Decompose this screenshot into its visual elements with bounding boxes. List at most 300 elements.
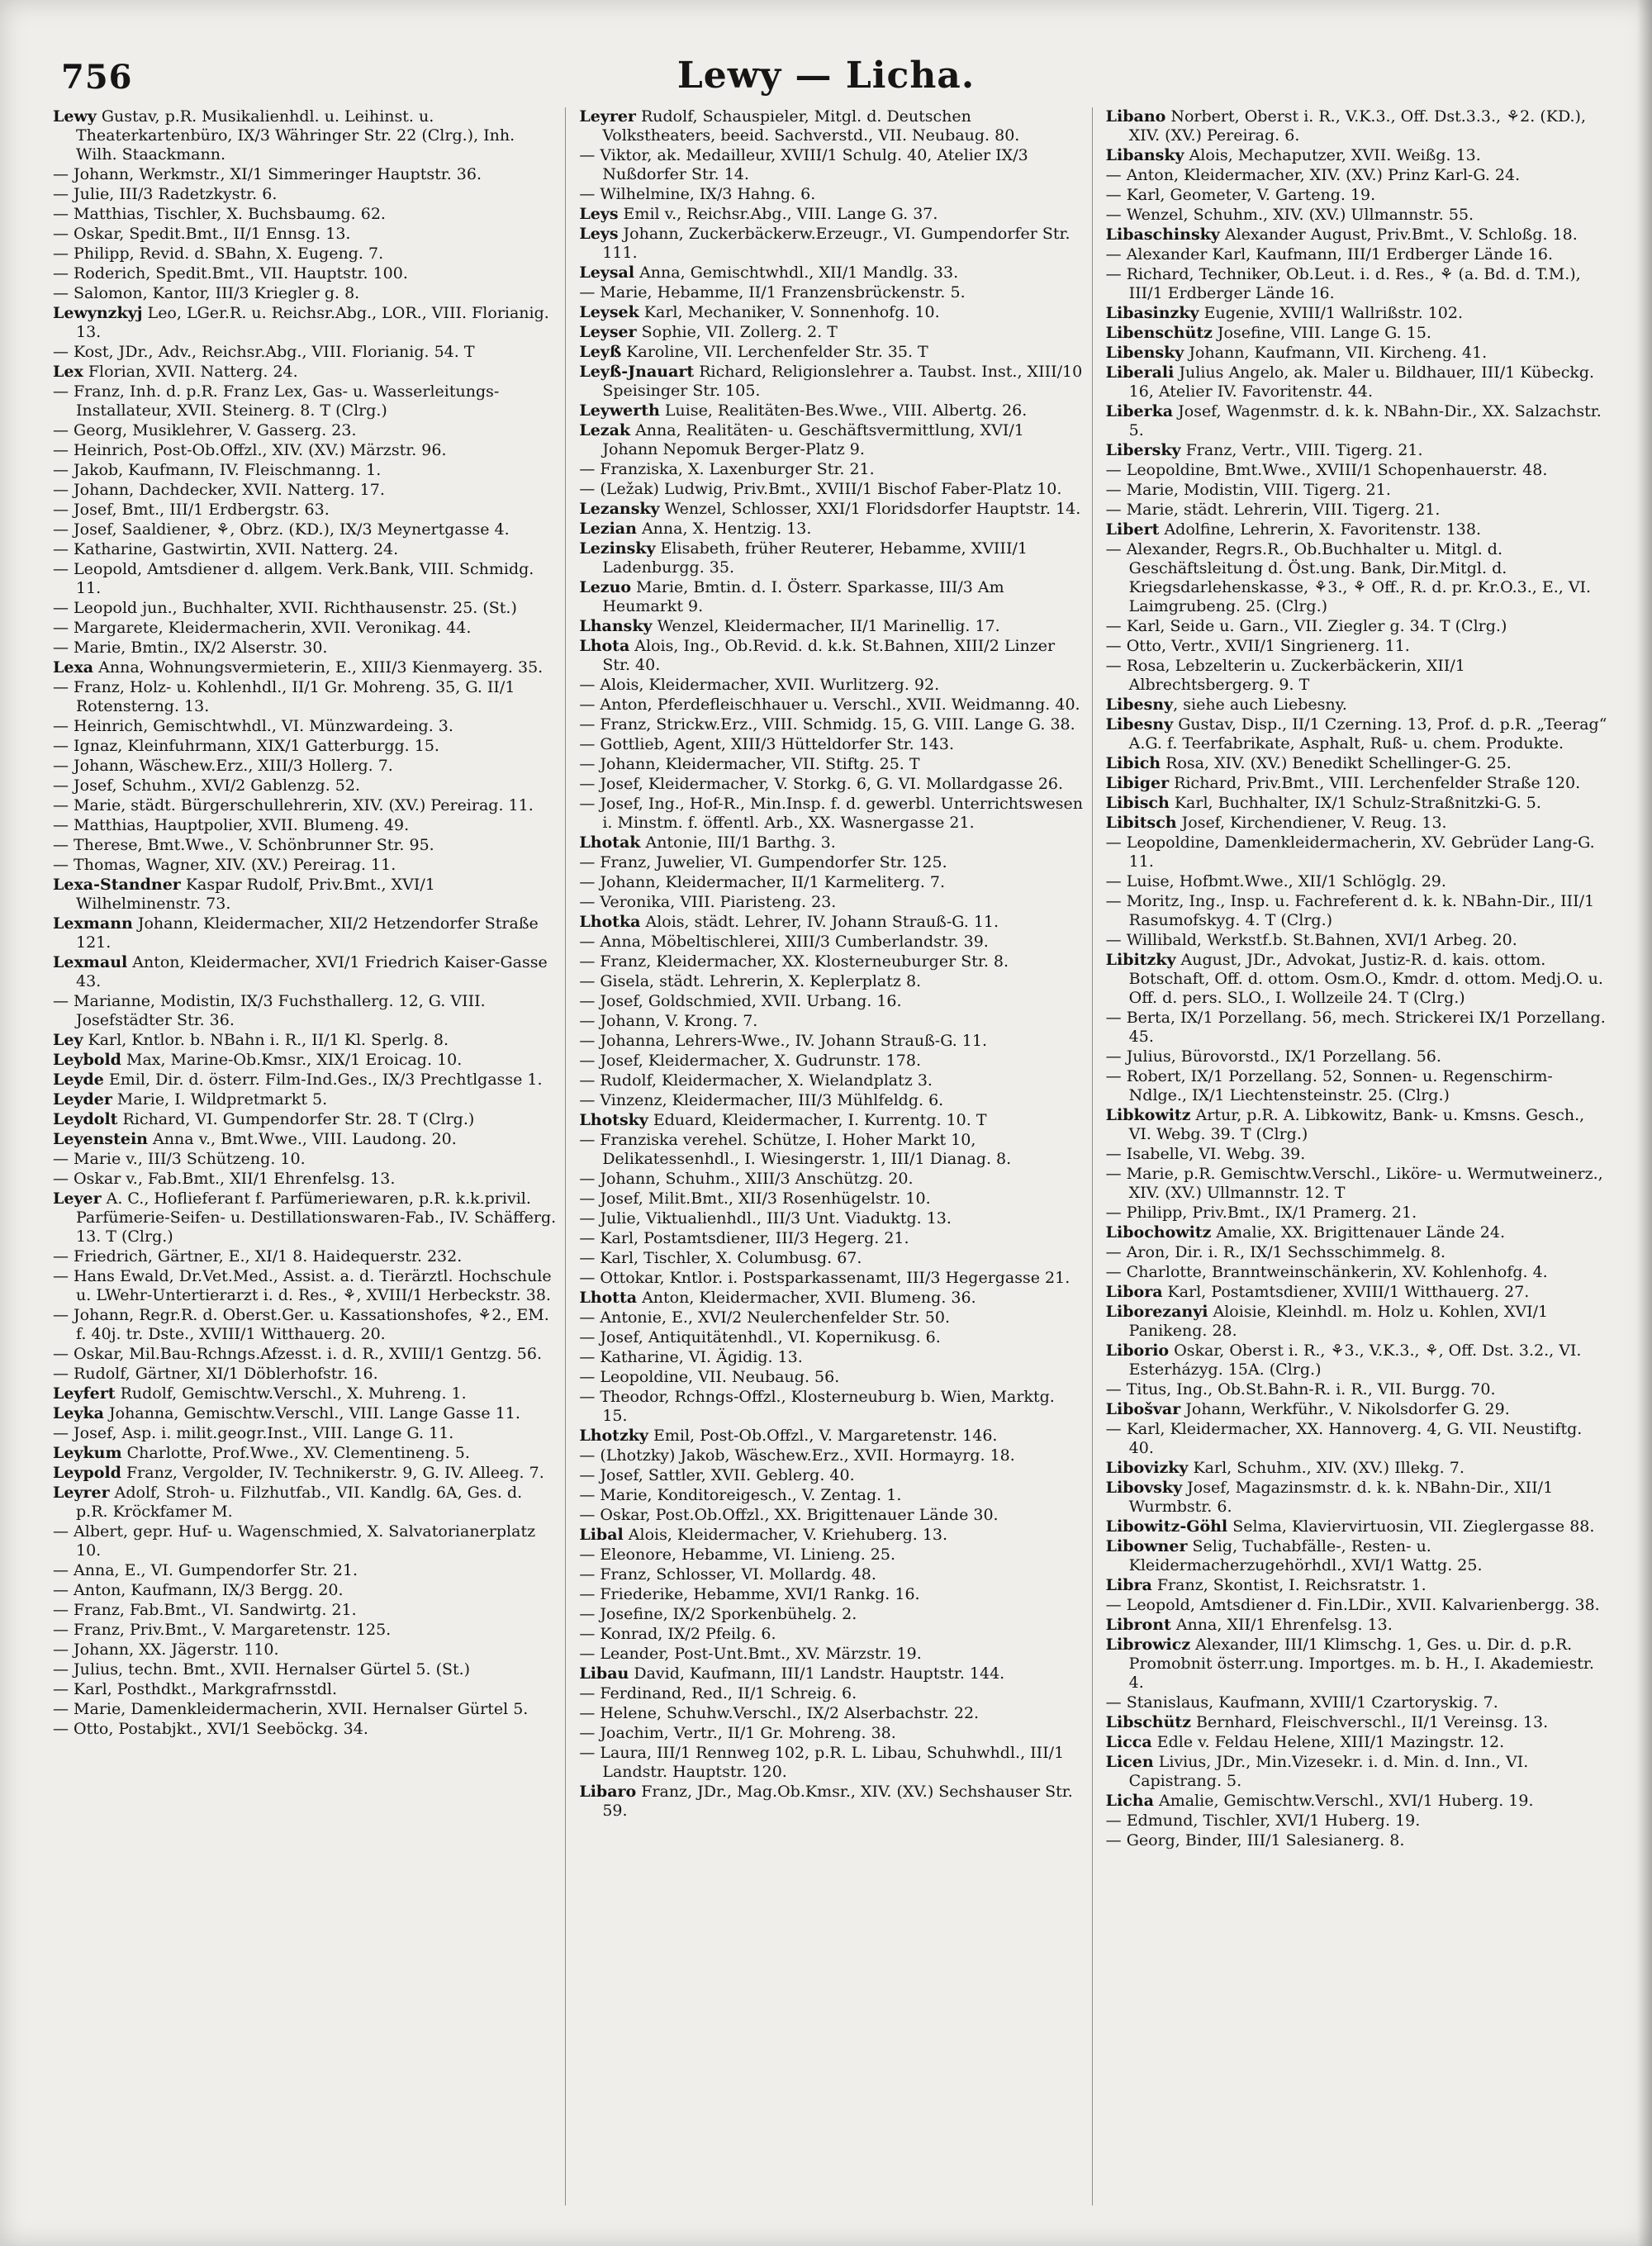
directory-entry xyxy=(579,893,1083,912)
entry-details: Kaspar Rudolf, Priv.Bmt., XVI/1 Wilhelminenstr. 73. xyxy=(76,876,435,913)
directory-entry xyxy=(1106,344,1611,363)
entry-details: Anna v., Bmt.Wwe., VIII. Laudong. 20. xyxy=(147,1130,457,1148)
directory-entry xyxy=(1106,1263,1611,1282)
entry-details: Alois, städt. Lehrer, IV. Johann Strauß-G. 11. xyxy=(640,913,999,931)
directory-entry xyxy=(53,796,557,815)
entry-details: — Josef, Bmt., III/1 Erdbergstr. 63. xyxy=(53,501,330,519)
directory-entry xyxy=(53,737,557,756)
entry-details: — Robert, IX/1 Porzellang. 52, Sonnen- u. Regenschirm-Ndlge., IX/1 Liechtensteinstr. 25. (Clrg.) xyxy=(1105,1067,1553,1104)
directory-entry xyxy=(1106,1009,1611,1047)
entry-details: Josef, Wagenmstr. d. k. k. NBahn-Dir., XX. Salzachstr. 5. xyxy=(1128,402,1602,439)
directory-column-1 xyxy=(50,107,566,2206)
entry-surname: Libra xyxy=(1105,1576,1152,1594)
directory-entry xyxy=(1106,402,1611,440)
entry-surname: Licca xyxy=(1105,1733,1152,1751)
entry-details: — Jakob, Kaufmann, IV. Fleischmanng. 1. xyxy=(53,461,382,479)
page-number: 756 xyxy=(61,58,133,97)
entry-details: Aloisie, Kleinhdl. m. Holz u. Kohlen, XVI/1 Panikeng. 28. xyxy=(1128,1303,1549,1340)
directory-entry xyxy=(53,1247,557,1266)
entry-details: — Heinrich, Post-Ob.Offzl., XIV. (XV.) Märzstr. 96. xyxy=(53,441,447,459)
directory-column-2 xyxy=(576,107,1092,2206)
directory-entry xyxy=(579,873,1083,892)
entry-details: — Salomon, Kantor, III/3 Kriegler g. 8. xyxy=(53,284,360,302)
entry-surname: Libovsky xyxy=(1105,1479,1183,1497)
entry-surname: Leypold xyxy=(53,1464,121,1482)
directory-entry xyxy=(579,853,1083,872)
entry-details: — Marie, städt. Bürgerschullehrerin, XIV. (XV.) Pereirag. 11. xyxy=(53,796,534,814)
entry-details: Emil v., Reichsr.Abg., VIII. Lange G. 37. xyxy=(618,205,938,223)
directory-entry xyxy=(53,599,557,618)
entry-details: — Marie, p.R. Gemischtw.Verschl., Liköre- u. Wermutweinerz., XIV. (XV.) Ullmannstr. 12. T xyxy=(1105,1165,1603,1202)
entry-surname: Liborio xyxy=(1105,1341,1170,1360)
directory-entry xyxy=(53,1110,557,1129)
entry-details: — Theodor, Rchngs-Offzl., Klosterneuburg b. Wien, Marktg. 15. xyxy=(579,1388,1055,1425)
entry-details: — Georg, Musiklehrer, V. Gasserg. 23. xyxy=(53,421,357,439)
directory-entry xyxy=(1106,754,1611,773)
entry-surname: Lhotak xyxy=(579,833,641,852)
entry-details: Karl, Kntlor. b. NBahn i. R., II/1 Kl. Sperlg. 8. xyxy=(83,1031,449,1049)
entry-details: — Kost, JDr., Adv., Reichsr.Abg., VIII. Florianig. 54. T xyxy=(53,343,475,361)
directory-entry xyxy=(579,107,1083,145)
entry-details: Johann, Kaufmann, VII. Kircheng. 41. xyxy=(1184,344,1488,362)
directory-entry xyxy=(579,1269,1083,1288)
entry-details: Johann, Werkführ., V. Nikolsdorfer G. 29. xyxy=(1180,1400,1510,1418)
entry-details: — Marie, Modistin, VIII. Tigerg. 21. xyxy=(1105,481,1391,499)
directory-entry xyxy=(53,481,557,500)
directory-entry xyxy=(53,1071,557,1090)
entry-details: Max, Marine-Ob.Kmsr., XIX/1 Eroicag. 10. xyxy=(121,1051,463,1069)
entry-details: Rudolf, Schauspieler, Mitgl. d. Deutschen Volkstheaters, beeid. Sachverstd., VII. Neubaug. 80. xyxy=(602,107,1020,145)
entry-details: Edle v. Feldau Helene, XIII/1 Mazingstr. 12. xyxy=(1151,1733,1505,1751)
entry-details: — Johann, Dachdecker, XVII. Natterg. 17. xyxy=(53,481,385,499)
entry-details: Emil, Post-Ob.Offzl., V. Margaretenstr. 146. xyxy=(648,1427,998,1445)
entry-details: Anton, Kleidermacher, XVI/1 Friedrich Kaiser-Gasse 43. xyxy=(76,953,548,990)
entry-details: — Anna, E., VI. Gumpendorfer Str. 21. xyxy=(53,1561,358,1579)
entry-details: — Charlotte, Branntweinschänkerin, XV. Kohlenhofg. 4. xyxy=(1105,1263,1548,1281)
entry-surname: Lhotta xyxy=(579,1289,638,1307)
directory-entry xyxy=(53,876,557,914)
entry-details: — Wilhelmine, IX/3 Hahng. 6. xyxy=(579,185,816,203)
entry-surname: Leys xyxy=(579,205,619,223)
entry-details: — Oskar, Spedit.Bmt., II/1 Ennsg. 13. xyxy=(53,225,351,243)
directory-entry xyxy=(53,1522,557,1560)
entry-surname: Libensky xyxy=(1105,344,1184,362)
entry-details: Selig, Tuchabfälle-, Resten- u. Kleidermacherzugehörhdl., XVI/1 Wattg. 25. xyxy=(1128,1537,1483,1574)
entry-surname: Leyka xyxy=(53,1404,104,1422)
directory-entry xyxy=(1106,1792,1611,1811)
directory-entry xyxy=(1106,540,1611,616)
entry-details: — Johann, Werkmstr., XI/1 Simmeringer Hauptstr. 36. xyxy=(53,165,482,183)
directory-entry xyxy=(1106,146,1611,165)
entry-details: — Johann, Regr.R. d. Oberst.Ger. u. Kassationshofes, ⚘2., EM. f. 40j. tr. Dste., XVIII/1 Witthauerg. 20. xyxy=(53,1306,549,1343)
entry-details: Florian, XVII. Natterg. 24. xyxy=(83,363,298,381)
entry-details: Selma, Klaviervirtuosin, VII. Zieglergasse 88. xyxy=(1227,1517,1595,1536)
directory-entry xyxy=(53,1189,557,1246)
directory-entry xyxy=(53,639,557,658)
entry-details: Rosa, XIV. (XV.) Benedikt Schellinger-G. 25. xyxy=(1161,754,1512,772)
directory-entry xyxy=(1106,1047,1611,1066)
directory-columns xyxy=(50,107,1619,2206)
entry-surname: Lhotzky xyxy=(579,1427,648,1445)
directory-entry xyxy=(53,1680,557,1699)
directory-entry xyxy=(53,856,557,875)
entry-details: — Roderich, Spedit.Bmt., VII. Hauptstr. 100. xyxy=(53,264,408,283)
entry-surname: Libano xyxy=(1105,107,1166,126)
entry-details: — Philipp, Priv.Bmt., IX/1 Pramerg. 21. xyxy=(1105,1204,1417,1222)
directory-entry xyxy=(579,1565,1083,1584)
entry-details: Antonie, III/1 Barthg. 3. xyxy=(640,833,836,852)
directory-entry xyxy=(579,303,1083,322)
directory-entry xyxy=(53,1384,557,1403)
entry-details: — Ottokar, Kntlor. i. Postsparkassenamt, III/3 Hegergasse 21. xyxy=(579,1269,1070,1287)
directory-entry xyxy=(1106,107,1611,145)
entry-surname: Lexa-Standner xyxy=(53,876,181,894)
directory-entry xyxy=(1106,1812,1611,1831)
directory-entry xyxy=(53,1601,557,1620)
entry-details: Johanna, Gemischtw.Verschl., VIII. Lange Gasse 11. xyxy=(103,1404,520,1422)
entry-details: — Marie v., III/3 Schützeng. 10. xyxy=(53,1150,306,1168)
directory-entry xyxy=(1106,892,1611,930)
directory-entry xyxy=(1106,1693,1611,1712)
entry-surname: Libal xyxy=(579,1526,624,1544)
entry-details: — Antonie, E., XVI/2 Neulerchenfelder Str. 50. xyxy=(579,1308,950,1327)
entry-surname: Libochowitz xyxy=(1105,1223,1212,1242)
entry-details: — Helene, Schuhw.Verschl., IX/2 Alserbachstr. 22. xyxy=(579,1704,980,1722)
entry-details: A. C., Hoflieferant f. Parfümeriewaren, p.R. k.k.privil. Parfümerie-Seifen- u. Destillationswaren-Fab., IV. Schäfferg. 13. T (Clrg.) xyxy=(76,1189,557,1246)
directory-entry xyxy=(53,1130,557,1149)
directory-entry xyxy=(579,1585,1083,1604)
entry-details: — (Ležak) Ludwig, Priv.Bmt., XVIII/1 Bischof Faber-Platz 10. xyxy=(579,480,1062,498)
entry-details: — Rosa, Lebzelterin u. Zuckerbäckerin, XII/1 Albrechtsbergerg. 9. T xyxy=(1105,657,1465,694)
entry-details: Alexander, III/1 Klimschg. 1, Ges. u. Dir. d. p.R. Promobnit österr.ung. Importges. m. b. H., I. Akademiestr. 4. xyxy=(1128,1636,1594,1692)
entry-surname: Leydolt xyxy=(53,1110,118,1128)
directory-entry xyxy=(579,539,1083,577)
directory-entry xyxy=(579,972,1083,991)
entry-details: — Karl, Postamtsdiener, III/3 Hegerg. 21. xyxy=(579,1229,909,1247)
directory-entry xyxy=(1106,245,1611,264)
directory-entry xyxy=(1106,617,1611,636)
entry-details: Eugenie, XVIII/1 Wallrißstr. 102. xyxy=(1199,304,1464,322)
entry-details: Josef, Magazinsmstr. d. k. k. NBahn-Dir., XII/1 Wurmbstr. 6. xyxy=(1128,1479,1554,1516)
directory-entry xyxy=(53,225,557,244)
entry-details: — Thomas, Wagner, XIV. (XV.) Pereirag. 11. xyxy=(53,856,396,874)
directory-entry xyxy=(1106,1341,1611,1379)
directory-entry xyxy=(579,696,1083,715)
entry-surname: Lezian xyxy=(579,520,637,538)
entry-details: Josefine, VIII. Lange G. 15. xyxy=(1212,324,1431,342)
entry-details: — Josef, Antiquitätenhdl., VI. Kopernikusg. 6. xyxy=(579,1328,941,1346)
entry-details: Bernhard, Fleischverschl., II/1 Vereinsg. 13. xyxy=(1190,1713,1549,1731)
directory-entry xyxy=(1106,186,1611,205)
entry-details: — Edmund, Tischler, XVI/1 Huberg. 19. xyxy=(1105,1812,1421,1830)
entry-details: Rudolf, Gemischtw.Verschl., X. Muhreng. 1. xyxy=(115,1384,467,1403)
directory-entry xyxy=(1106,324,1611,343)
entry-details: — Franz, Fab.Bmt., VI. Sandwirtg. 21. xyxy=(53,1601,357,1619)
directory-entry xyxy=(579,1486,1083,1505)
directory-entry xyxy=(53,992,557,1030)
directory-entry xyxy=(53,836,557,855)
directory-entry xyxy=(579,795,1083,833)
entry-details: — Oskar, Post.Ob.Offzl., XX. Brigittenauer Lände 30. xyxy=(579,1506,999,1524)
directory-entry xyxy=(579,1052,1083,1071)
directory-entry xyxy=(1106,1400,1611,1419)
directory-entry xyxy=(1106,1106,1611,1144)
entry-details: — Berta, IX/1 Porzellang. 56, mech. Strickerei IX/1 Porzellang. 45. xyxy=(1105,1009,1606,1046)
entry-details: — Ignaz, Kleinfuhrmann, XIX/1 Gatterburgg. 15. xyxy=(53,737,439,755)
entry-details: Franz, Vergolder, IV. Technikerstr. 9, G. IV. Alleeg. 7. xyxy=(121,1464,544,1482)
entry-details: — Hans Ewald, Dr.Vet.Med., Assist. a. d. Tierärztl. Hochschule u. LWehr-Untertierarzt i. d. Res., ⚘, XVIII/1 Herbeckstr. 38. xyxy=(53,1267,552,1304)
entry-details: — Eleonore, Hebamme, VI. Linieng. 25. xyxy=(579,1546,895,1564)
entry-surname: Leywerth xyxy=(579,401,660,420)
directory-entry xyxy=(1106,814,1611,833)
entry-details: Sophie, VII. Zollerg. 2. T xyxy=(636,323,838,341)
directory-entry xyxy=(579,401,1083,420)
entry-surname: Librowicz xyxy=(1105,1636,1191,1654)
directory-entry xyxy=(53,185,557,204)
entry-details: Amalie, Gemischtw.Verschl., XVI/1 Huberg. 19. xyxy=(1153,1792,1534,1810)
entry-surname: Licen xyxy=(1105,1753,1154,1771)
entry-details: Alois, Ing., Ob.Revid. d. k.k. St.Bahnen, XIII/2 Linzer Str. 40. xyxy=(602,637,1056,674)
directory-entry xyxy=(579,1427,1083,1446)
directory-entry xyxy=(1106,1145,1611,1164)
entry-details: — Josef, Ing., Hof-R., Min.Insp. f. d. gewerbl. Unterrichtswesen i. Minstm. f. öffentl. Arb., XX. Wasnergasse 21. xyxy=(579,795,1083,832)
entry-details: — Luise, Hofbmt.Wwe., XII/1 Schlöglg. 29. xyxy=(1105,872,1446,890)
entry-details: — Johann, Kleidermacher, II/1 Karmeliterg. 7. xyxy=(579,873,946,891)
directory-entry xyxy=(579,264,1083,283)
directory-entry xyxy=(1106,1616,1611,1635)
directory-entry xyxy=(53,1561,557,1580)
entry-details: — Vinzenz, Kleidermacher, III/3 Mühlfeldg. 6. xyxy=(579,1091,944,1109)
entry-details: Charlotte, Prof.Wwe., XV. Clementineng. 5. xyxy=(121,1444,470,1462)
directory-entry xyxy=(1106,1596,1611,1615)
entry-details: — Margarete, Kleidermacherin, XVII. Veronikag. 44. xyxy=(53,619,472,637)
directory-entry xyxy=(579,146,1083,184)
entry-details: Karl, Buchhalter, IX/1 Schulz-Straßnitzki-G. 5. xyxy=(1169,794,1541,812)
entry-details: Karl, Postamtsdiener, XVIII/1 Witthauerg. 27. xyxy=(1162,1283,1530,1301)
entry-details: Gustav, p.R. Musikalienhdl. u. Leihinst. u. Theaterkartenbüro, IX/3 Währinger Str. 22 (Clrg.), Inh. Wilh. Staackmann. xyxy=(76,107,515,164)
entry-surname: Libisch xyxy=(1105,794,1170,812)
directory-entry xyxy=(53,1484,557,1522)
directory-entry xyxy=(53,1700,557,1719)
directory-entry xyxy=(53,1051,557,1070)
directory-entry xyxy=(579,1664,1083,1683)
directory-entry xyxy=(579,1704,1083,1723)
entry-details: Anton, Kleidermacher, XVII. Blumeng. 36. xyxy=(637,1289,976,1307)
entry-details: — Karl, Seide u. Garn., VII. Ziegler g. 34. T (Clrg.) xyxy=(1105,617,1507,635)
entry-details: — Josef, Schuhm., XVI/2 Gablenzg. 52. xyxy=(53,776,361,795)
entry-surname: Libesny xyxy=(1105,696,1174,714)
directory-entry xyxy=(53,1621,557,1640)
entry-details: — Gottlieb, Agent, XIII/3 Hütteldorfer Str. 143. xyxy=(579,735,955,753)
directory-entry xyxy=(1106,1283,1611,1302)
entry-details: Marie, Bmtin. d. I. Österr. Sparkasse, III/3 Am Heumarkt 9. xyxy=(602,578,1004,615)
directory-entry xyxy=(579,1328,1083,1347)
entry-details: — Georg, Binder, III/1 Salesianerg. 8. xyxy=(1105,1831,1405,1850)
entry-details: Richard, VI. Gumpendorfer Str. 28. T (Clrg.) xyxy=(117,1110,475,1128)
directory-entry xyxy=(53,560,557,598)
entry-details: Karoline, VII. Lerchenfelder Str. 35. T xyxy=(621,343,928,361)
directory-entry xyxy=(579,1170,1083,1189)
entry-surname: Libansky xyxy=(1105,146,1184,164)
entry-details: Richard, Religionslehrer a. Taubst. Inst., XIII/10 Speisinger Str. 105. xyxy=(602,363,1083,400)
entry-surname: Leyrer xyxy=(579,107,636,126)
entry-surname: Leyde xyxy=(53,1071,104,1089)
entry-surname: Libasinzky xyxy=(1105,304,1199,322)
entry-details: — Heinrich, Gemischtwhdl., VI. Münzwardeing. 3. xyxy=(53,717,453,735)
entry-details: August, JDr., Advokat, Justiz-R. d. kais. ottom. Botschaft, Off. d. ottom. Osm.O., Kmdr. d. ottom. Medj.O. u. Off. d. pers. SLO., I. Wollzeile 24. T (Clrg.) xyxy=(1128,951,1603,1007)
entry-details: — Franz, Holz- u. Kohlenhdl., II/1 Gr. Mohreng. 35, G. II/1 Rotensterng. 13. xyxy=(53,678,515,715)
entry-details: — Isabelle, VI. Webg. 39. xyxy=(1105,1145,1306,1163)
entry-surname: Liborezanyi xyxy=(1105,1303,1208,1321)
entry-surname: Libovizky xyxy=(1105,1459,1189,1477)
directory-entry xyxy=(53,1306,557,1344)
entry-details: David, Kaufmann, III/1 Landstr. Hauptstr. 144. xyxy=(629,1664,1005,1683)
entry-details: — Julie, III/3 Radetzkystr. 6. xyxy=(53,185,278,203)
entry-details: — Anton, Kaufmann, IX/3 Bergg. 20. xyxy=(53,1581,344,1599)
entry-details: — Anna, Möbeltischlerei, XIII/3 Cumberlandstr. 39. xyxy=(579,933,989,951)
entry-details: — Leopold, Amtsdiener d. Fin.LDir., XVII. Kalvarienbergg. 38. xyxy=(1105,1596,1600,1614)
entry-details: — Matthias, Tischler, X. Buchsbaumg. 62. xyxy=(53,205,386,223)
entry-surname: Liberka xyxy=(1105,402,1174,420)
directory-entry xyxy=(579,735,1083,754)
entry-details: Alois, Kleidermacher, V. Kriehuberg. 13. xyxy=(623,1526,948,1544)
directory-entry xyxy=(53,421,557,440)
entry-surname: Libich xyxy=(1105,754,1161,772)
directory-entry xyxy=(1106,794,1611,813)
entry-surname: Leysal xyxy=(579,264,635,282)
entry-details: — Anton, Pferdefleischhauer u. Verschl., XVII. Weidmanng. 40. xyxy=(579,696,1080,714)
entry-details: — Ferdinand, Red., II/1 Schreig. 6. xyxy=(579,1684,857,1702)
entry-surname: Leyß xyxy=(579,343,622,361)
directory-entry xyxy=(53,1444,557,1463)
directory-entry xyxy=(1106,1459,1611,1478)
directory-entry xyxy=(1106,696,1611,715)
directory-entry xyxy=(53,678,557,716)
directory-entry xyxy=(1106,265,1611,303)
entry-surname: Leysek xyxy=(579,303,639,321)
entry-surname: Libschütz xyxy=(1105,1713,1191,1731)
directory-entry xyxy=(53,1090,557,1109)
entry-details: Emil, Dir. d. österr. Film-Ind.Ges., IX/3 Prechtlgasse 1. xyxy=(103,1071,543,1089)
directory-entry xyxy=(579,1289,1083,1308)
entry-details: — Rudolf, Gärtner, XI/1 Döblerhofstr. 16. xyxy=(53,1365,378,1383)
directory-entry xyxy=(579,225,1083,263)
directory-entry xyxy=(1106,715,1611,753)
directory-entry xyxy=(53,165,557,184)
directory-entry xyxy=(1106,226,1611,245)
directory-entry xyxy=(579,1526,1083,1545)
directory-entry xyxy=(579,1684,1083,1703)
entry-details: — Marie, Damenkleidermacherin, XVII. Hernalser Gürtel 5. xyxy=(53,1700,529,1718)
directory-entry xyxy=(1106,1204,1611,1223)
entry-surname: Libowitz-Göhl xyxy=(1105,1517,1228,1536)
entry-surname: Libersky xyxy=(1105,441,1181,459)
entry-surname: Lezuo xyxy=(579,578,632,596)
entry-details: — Gisela, städt. Lehrerin, X. Keplerplatz 8. xyxy=(579,972,922,990)
directory-entry xyxy=(579,913,1083,932)
directory-entry xyxy=(53,540,557,559)
entry-surname: Lexa xyxy=(53,658,94,677)
entry-details: — Otto, Postabjkt., XVI/1 Seeböckg. 34. xyxy=(53,1720,368,1738)
entry-details: — Johanna, Lehrers-Wwe., IV. Johann Strauß-G. 11. xyxy=(579,1032,987,1050)
entry-details: — Franziska, X. Laxenburger Str. 21. xyxy=(579,460,875,478)
directory-entry xyxy=(579,1783,1083,1821)
entry-surname: Libiger xyxy=(1105,774,1170,792)
entry-details: — Franz, Schlosser, VI. Mollardg. 48. xyxy=(579,1565,876,1584)
entry-surname: Libowner xyxy=(1105,1537,1188,1555)
entry-surname: Libert xyxy=(1105,520,1160,539)
entry-details: Karl, Mechaniker, V. Sonnenhofg. 10. xyxy=(638,303,940,321)
directory-entry xyxy=(1106,1733,1611,1752)
entry-details: — Alexander Karl, Kaufmann, III/1 Erdberger Lände 16. xyxy=(1105,245,1554,264)
entry-details: Adolf, Stroh- u. Filzhutfab., VII. Kandlg. 6A, Ges. d. p.R. Kröckfamer M. xyxy=(76,1484,523,1521)
entry-details: — Franz, Juwelier, VI. Gumpendorfer Str. 125. xyxy=(579,853,947,871)
entry-details: — Oskar, Mil.Bau-Rchngs.Afzesst. i. d. R., XVIII/1 Gentzg. 56. xyxy=(53,1345,543,1363)
directory-entry xyxy=(1106,461,1611,480)
directory-entry xyxy=(1106,1479,1611,1517)
directory-entry xyxy=(53,953,557,991)
entry-details: — Katharine, Gastwirtin, XVII. Natterg. 24. xyxy=(53,540,399,558)
directory-entry xyxy=(579,1645,1083,1664)
entry-details: — Richard, Techniker, Ob.Leut. i. d. Res., ⚘ (a. Bd. d. T.M.), III/1 Erdberger Lände 16. xyxy=(1105,265,1581,302)
entry-details: — Josef, Sattler, XVII. Geblerg. 40. xyxy=(579,1466,855,1484)
entry-details: — Karl, Geometer, V. Garteng. 19. xyxy=(1105,186,1376,204)
directory-entry xyxy=(53,1720,557,1739)
entry-surname: Libaro xyxy=(579,1783,637,1801)
directory-entry xyxy=(53,1267,557,1305)
entry-surname: Libau xyxy=(579,1664,629,1683)
entry-details: Richard, Priv.Bmt., VIII. Lerchenfelder Straße 120. xyxy=(1169,774,1581,792)
entry-details: — Philipp, Revid. d. SBahn, X. Eugeng. 7. xyxy=(53,245,384,263)
directory-entry xyxy=(53,520,557,539)
directory-entry xyxy=(53,658,557,677)
entry-details: — Leopold, Amtsdiener d. allgem. Verk.Bank, VIII. Schmidg. 11. xyxy=(53,560,534,597)
directory-entry xyxy=(53,304,557,342)
entry-details: — Wenzel, Schuhm., XIV. (XV.) Ullmannstr. 55. xyxy=(1105,206,1474,224)
directory-entry xyxy=(579,1032,1083,1051)
entry-surname: Libora xyxy=(1105,1283,1163,1301)
entry-surname: Lhotka xyxy=(579,913,641,931)
directory-entry xyxy=(579,1368,1083,1387)
entry-details: Johann, Kleidermacher, XII/2 Hetzendorfer Straße 121. xyxy=(76,914,539,952)
directory-entry xyxy=(579,676,1083,695)
directory-entry xyxy=(53,1170,557,1189)
directory-entry xyxy=(1106,1243,1611,1262)
entry-details: Wenzel, Schlosser, XXI/1 Floridsdorfer Hauptstr. 14. xyxy=(659,500,1081,518)
entry-surname: Leybold xyxy=(53,1051,121,1069)
entry-details: Gustav, Disp., II/1 Czerning. 13, Prof. d. p.R. „Teerag“ A.G. f. Teerfabrikate, Asphalt, Ruß- u. chem. Produkte. xyxy=(1128,715,1607,753)
entry-details: — Titus, Ing., Ob.St.Bahn-R. i. R., VII. Burgg. 70. xyxy=(1105,1380,1496,1398)
directory-entry xyxy=(579,1724,1083,1743)
entry-details: — Willibald, Werkstf.b. St.Bahnen, XVI/1 Arbeg. 20. xyxy=(1105,931,1517,949)
directory-entry xyxy=(1106,363,1611,401)
directory-entry xyxy=(53,461,557,480)
entry-details: — Leopold jun., Buchhalter, XVII. Richthausenstr. 25. (St.) xyxy=(53,599,517,617)
running-head: Lewy — Licha. xyxy=(676,55,976,97)
directory-entry xyxy=(579,578,1083,616)
entry-details: — Friederike, Hebamme, XVI/1 Rankg. 16. xyxy=(579,1585,920,1603)
entry-details: Elisabeth, früher Reuterer, Hebamme, XVIII/1 Ladenburgg. 35. xyxy=(602,539,1028,577)
directory-entry xyxy=(579,775,1083,794)
entry-details: — Friedrich, Gärtner, E., XI/1 8. Haidequerstr. 232. xyxy=(53,1247,463,1265)
directory-entry xyxy=(579,1111,1083,1130)
entry-details: — Konrad, IX/2 Pfeilg. 6. xyxy=(579,1625,776,1643)
entry-details: — Joachim, Vertr., II/1 Gr. Mohreng. 38. xyxy=(579,1724,896,1742)
entry-details: — Leopoldine, VII. Neubaug. 56. xyxy=(579,1368,840,1386)
entry-details: Livius, JDr., Min.Vizesekr. i. d. Min. d. Inn., VI. Capistrang. 5. xyxy=(1128,1753,1529,1790)
entry-details: Alois, Mechaputzer, XVII. Weißg. 13. xyxy=(1184,146,1481,164)
entry-details: — Johann, Wäschew.Erz., XIII/3 Hollerg. 7. xyxy=(53,757,393,775)
